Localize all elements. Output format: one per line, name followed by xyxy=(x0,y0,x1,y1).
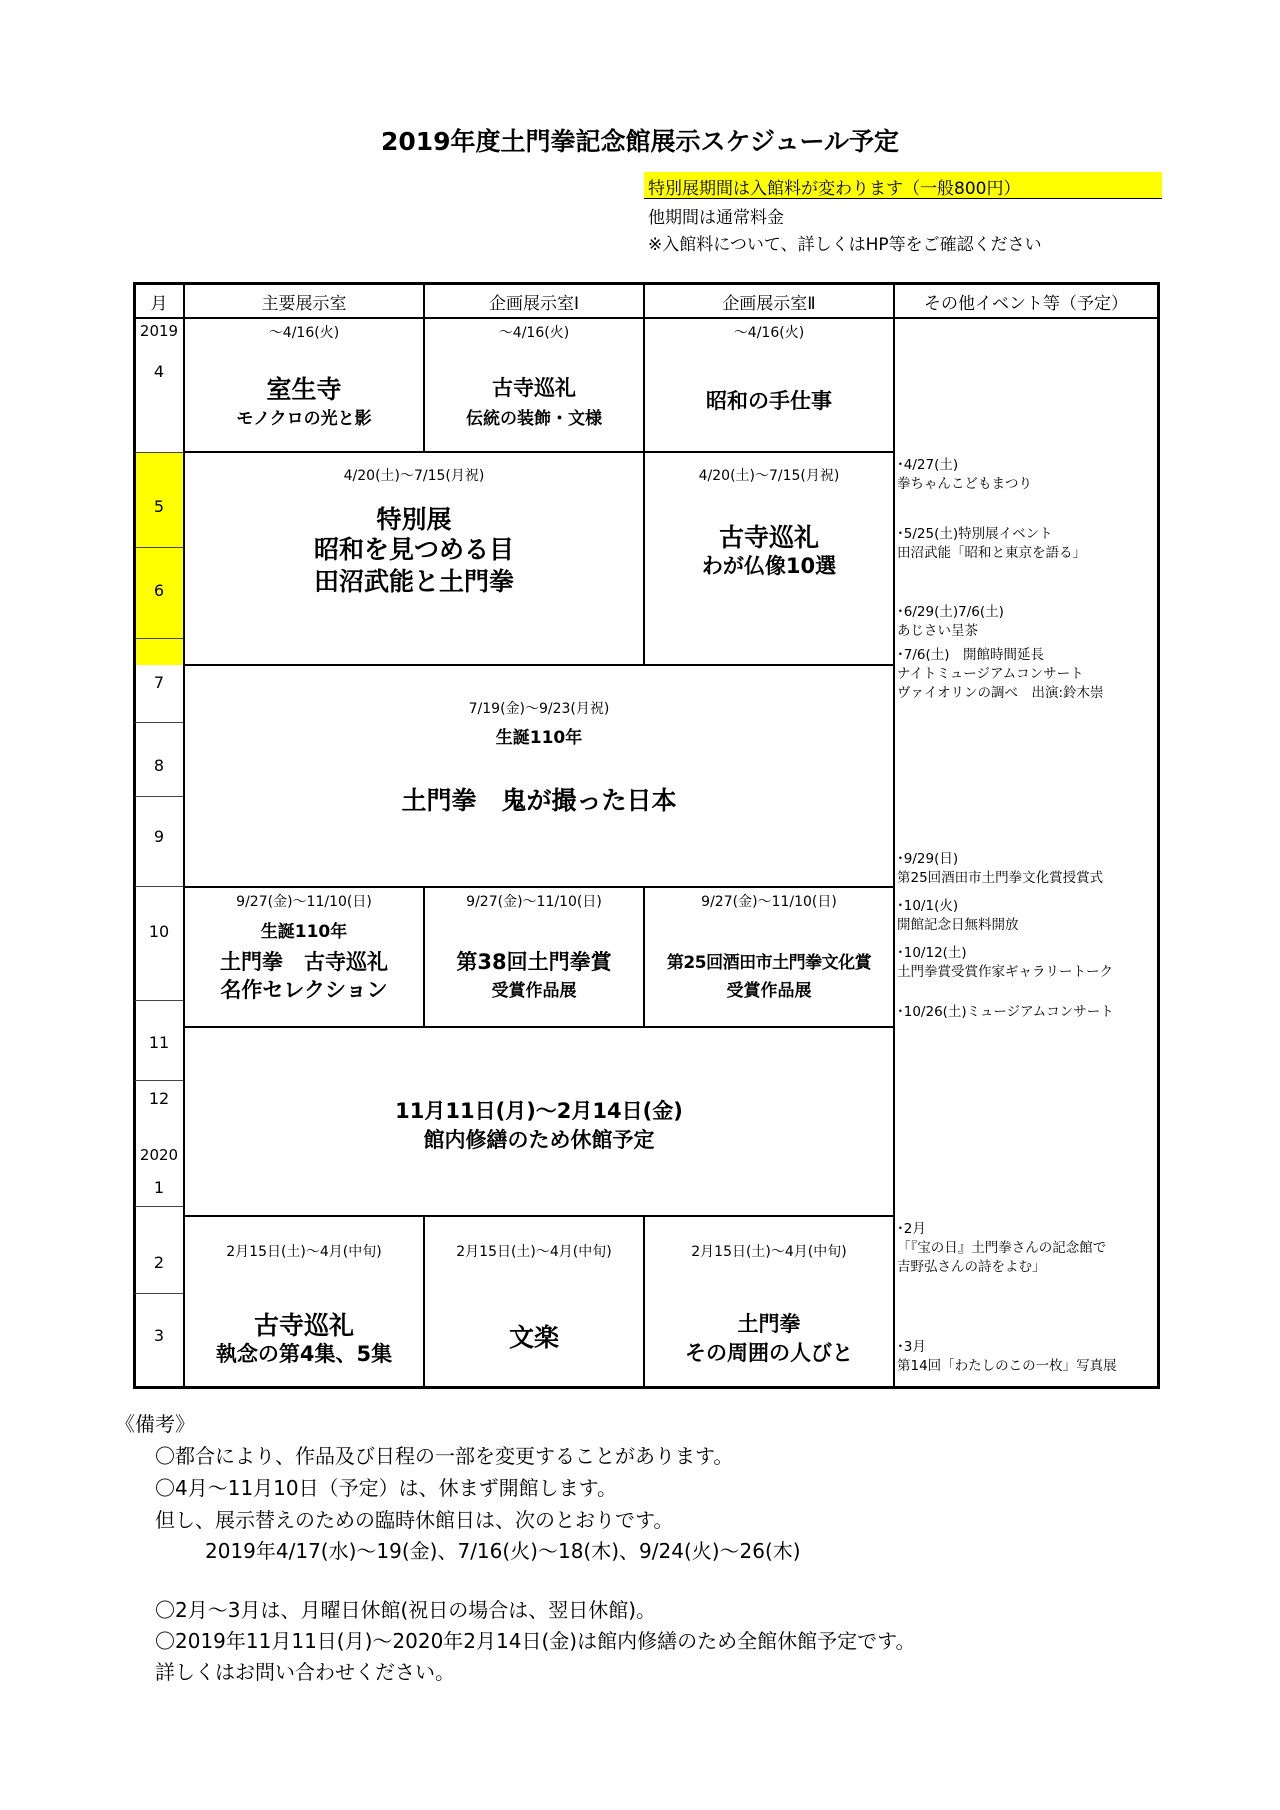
month-divider xyxy=(135,1080,183,1081)
exhibit-title: 古寺巡礼 xyxy=(253,1311,354,1340)
event-item: ･2月 「『宝の日』土門拳さんの記念館で 吉野弘さんの詩をよむ」 xyxy=(897,1221,1107,1275)
fee-notice-hp: ※入館料について、詳しくはHP等をご確認ください xyxy=(648,235,1042,255)
event-item: ･4/27(土) 拳ちゃんこどもまつり xyxy=(897,457,1032,492)
grid-line xyxy=(183,886,893,888)
header-main-room: 主要展示室 xyxy=(261,294,347,314)
month-5-label: 5 xyxy=(153,497,165,516)
month-divider xyxy=(135,1293,183,1294)
year-2020-label: 2020 xyxy=(139,1146,179,1164)
event-item: ･9/29(日) 第25回酒田市土門拳文化賞授賞式 xyxy=(897,851,1104,886)
exhibit-subtitle: 生誕110年 xyxy=(260,922,348,942)
exhibit-date: 2月15日(土)～4月(中旬) xyxy=(226,1244,382,1260)
month-divider xyxy=(135,547,183,548)
event-item: ･7/6(土) 開館時間延長 ナイトミュージアムコンサート ヴァイオリンの調べ 出演:鈴木崇 xyxy=(897,647,1104,701)
exhibit-subtitle: モノクロの光と影 xyxy=(236,409,372,429)
exhibit-subtitle: 受賞作品展 xyxy=(491,981,577,1001)
page-title: 2019年度土門拳記念館展示スケジュール予定 xyxy=(380,127,900,156)
exhibit-title: 古寺巡礼 xyxy=(492,376,576,400)
remark-line: 〇2019年11月11日(月)～2020年2月14日(金)は館内修繕のため全館休館予定です。 xyxy=(155,1629,916,1653)
month-3-label: 3 xyxy=(153,1326,165,1345)
month-1-label: 1 xyxy=(153,1178,165,1197)
exhibit-subtitle: 執念の第4集、5集 xyxy=(215,1342,393,1366)
exhibit-date: 7/19(金)～9/23(月祝) xyxy=(468,701,610,717)
remark-line: 詳しくはお問い合わせください。 xyxy=(155,1660,455,1684)
exhibit-date: ～4/16(火) xyxy=(268,325,340,341)
month-divider xyxy=(135,796,183,797)
month-divider xyxy=(135,638,183,639)
fee-notice-normal: 他期間は通常料金 xyxy=(648,208,784,228)
month-divider xyxy=(135,452,183,453)
grid-line xyxy=(183,451,893,453)
month-6-label: 6 xyxy=(153,581,165,600)
exhibit-date: ～4/16(火) xyxy=(498,325,570,341)
month-divider xyxy=(135,1206,183,1207)
exhibit-subtitle: 伝統の装飾・文様 xyxy=(466,409,602,429)
exhibit-date: 9/27(金)～11/10(日) xyxy=(236,894,372,910)
exhibit-subtitle: 昭和を見つめる目 xyxy=(313,535,514,564)
remark-line: 〇4月～11月10日（予定）は、休まず開館します。 xyxy=(155,1476,618,1500)
exhibit-date: 4/20(土)～7/15(月祝) xyxy=(343,468,485,484)
exhibit-date: 9/27(金)～11/10(日) xyxy=(701,894,837,910)
exhibit-title: 室生寺 xyxy=(266,375,342,404)
exhibit-date: 4/20(土)～7/15(月祝) xyxy=(698,468,840,484)
header-events: その他イベント等（予定） xyxy=(924,294,1128,314)
month-divider xyxy=(135,1000,183,1001)
month-4-label: 4 xyxy=(153,362,165,381)
header-month: 月 xyxy=(150,294,168,314)
exhibit-date: 2月15日(土)～4月(中旬) xyxy=(691,1244,847,1260)
year-2019-label: 2019 xyxy=(139,322,179,340)
exhibit-date: 9/27(金)～11/10(日) xyxy=(466,894,602,910)
exhibit-subtitle: 名作セレクション xyxy=(220,978,388,1002)
exhibit-title: 昭和の手仕事 xyxy=(706,389,832,413)
event-item: ･5/25(土)特別展イベント 田沼武能「昭和と東京を語る」 xyxy=(897,526,1086,561)
exhibit-title: 土門拳 古寺巡礼 xyxy=(220,950,388,974)
header-planning-room-2: 企画展示室Ⅱ xyxy=(722,294,816,314)
event-item: ･10/1(火) 開館記念日無料開放 xyxy=(897,898,1019,933)
exhibit-title: 土門拳 xyxy=(737,1312,801,1336)
month-divider xyxy=(135,886,183,887)
closure-note: 館内修繕のため休館予定 xyxy=(423,1128,655,1152)
exhibit-title: 第38回土門拳賞 xyxy=(456,950,612,974)
remarks-heading: 《備考》 xyxy=(115,1412,195,1436)
grid-line xyxy=(183,1026,893,1028)
header-divider xyxy=(133,317,1160,319)
remark-line: 但し、展示替えのための臨時休館日は、次のとおりです。 xyxy=(155,1508,674,1532)
month-11-label: 11 xyxy=(148,1033,170,1052)
exhibit-subtitle: 生誕110年 xyxy=(495,728,583,748)
month-7-label: 7 xyxy=(153,673,165,692)
exhibit-date: 2月15日(土)～4月(中旬) xyxy=(456,1244,612,1260)
exhibit-title: 文楽 xyxy=(508,1323,559,1352)
remark-closure-dates: 2019年4/17(水)～19(金)、7/16(火)～18(木)、9/24(火)～26(木) xyxy=(205,1539,801,1563)
exhibit-subtitle: その周囲の人びと xyxy=(685,1341,853,1365)
exhibit-subtitle: わが仏像10選 xyxy=(701,554,837,578)
event-item: ･3月 第14回「わたしのこの一枚」写真展 xyxy=(897,1339,1117,1374)
event-item: ･6/29(土)7/6(土) あじさい呈茶 xyxy=(897,604,1004,639)
grid-line xyxy=(893,282,895,1389)
grid-line xyxy=(183,664,893,666)
exhibit-title: 古寺巡礼 xyxy=(718,523,819,552)
grid-line xyxy=(183,282,185,1389)
grid-line xyxy=(183,1215,893,1217)
exhibit-title: 特別展 xyxy=(376,505,452,534)
month-10-label: 10 xyxy=(148,922,170,941)
remark-line: 〇都合により、作品及び日程の一部を変更することがあります。 xyxy=(155,1444,734,1468)
exhibit-subtitle: 田沼武能と土門拳 xyxy=(313,567,514,596)
month-12-label: 12 xyxy=(148,1089,170,1108)
exhibit-title: 土門拳 鬼が撮った日本 xyxy=(401,786,677,815)
header-planning-room-1: 企画展示室Ⅰ xyxy=(488,294,579,314)
exhibit-date: ～4/16(火) xyxy=(733,325,805,341)
exhibit-title: 第25回酒田市土門拳文化賞 xyxy=(666,953,872,973)
month-8-label: 8 xyxy=(153,756,165,775)
fee-notice: 特別展期間は入館料が変わります（一般800円） xyxy=(648,179,1021,199)
month-9-label: 9 xyxy=(153,827,165,846)
event-item: ･10/26(土)ミュージアムコンサート xyxy=(897,1004,1114,1020)
exhibit-subtitle: 受賞作品展 xyxy=(726,981,812,1001)
month-divider xyxy=(135,722,183,723)
closure-dates: 11月11日(月)～2月14日(金) xyxy=(395,1099,683,1123)
month-2-label: 2 xyxy=(153,1253,165,1272)
remark-line: 〇2月～3月は、月曜日休館(祝日の場合は、翌日休館)。 xyxy=(155,1598,657,1622)
event-item: ･10/12(土) 土門拳賞受賞作家ギャラリートーク xyxy=(897,945,1113,980)
